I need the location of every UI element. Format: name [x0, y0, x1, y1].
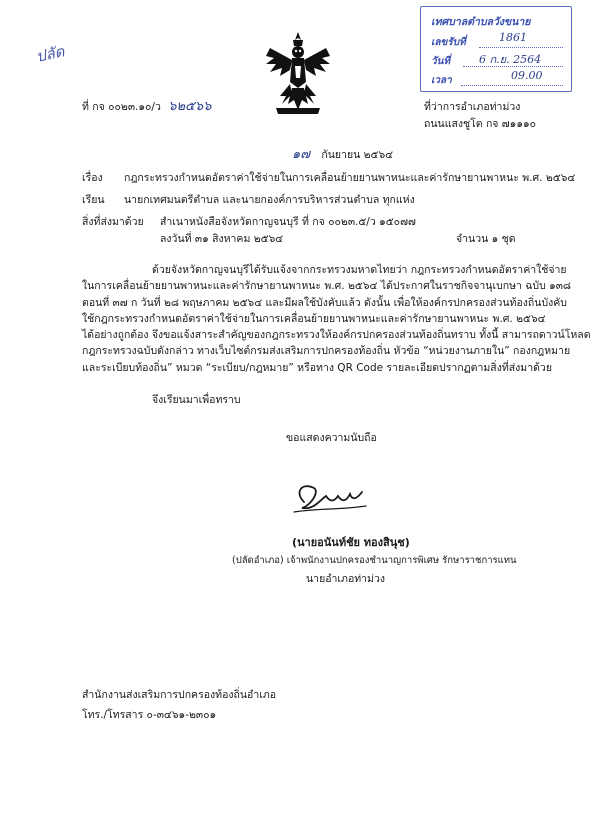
garuda-emblem-icon — [262, 30, 334, 116]
margin-note: ปลัด — [34, 42, 67, 66]
stamp-row-label: เวลา — [431, 75, 452, 86]
date-day-handwritten: ๑๗ — [292, 147, 311, 162]
receipt-stamp — [420, 6, 572, 92]
body-line: ตอนที่ ๓๗ ก วันที่ ๒๘ พฤษภาคม ๒๕๖๔ และมีผลใช้บังคับแล้ว ดังนั้น เพื่อให้องค์กรปกครองส่วนท้องถิ่นบังคับ — [82, 296, 567, 309]
body-line: ด้วยจังหวัดกาญจนบุรีได้รับแจ้งจากกระทรวงมหาดไทยว่า กฎกระทรวงกำหนดอัตราค่าใช้จ่าย — [152, 264, 567, 276]
sender-line-2: ถนนแสงชูโต กจ ๗๑๑๑๐ — [424, 118, 537, 130]
stamp-line — [479, 47, 563, 48]
closing: ขอแสดงความนับถือ — [286, 432, 377, 444]
recipient-text: นายกเทศมนตรีตำบล และนายกองค์การบริหารส่วนตำบล ทุกแห่ง — [124, 194, 415, 206]
doc-number-prefix: ที่ กจ ๐๐๒๓.๑๐/ว — [82, 101, 161, 113]
recipient-label: เรียน — [82, 194, 105, 206]
sender-line-1: ที่ว่าการอำเภอท่าม่วง — [424, 101, 521, 113]
subject-label: เรื่อง — [82, 172, 103, 184]
body-line: กฎกระทรวงฉบับดังกล่าว ทางเว็บไซต์กรมส่งเสริมการปกครองท้องถิ่น หัวข้อ “หน่วยงานภายใน” กองกฎหมาย — [82, 345, 571, 358]
attachment-line-1: สำเนาหนังสือจังหวัดกาญจนบุรี ที่ กจ ๐๐๒๓.๕/ว ๑๕๐๗๗ — [160, 216, 416, 228]
doc-number-handwritten: ๖๒๕๖๖ — [168, 99, 212, 114]
stamp-date: 6 ก.ย. 2564 — [479, 53, 542, 66]
signature-title-2: นายอำเภอท่าม่วง — [306, 573, 386, 585]
body-line: ได้อย่างถูกต้อง จึงขอแจ้งสาระสำคัญของกฎกระทรวงให้องค์กรปกครองส่วนท้องถิ่นทราบ ทั้งนี้ สามารถดาวน์โหลด — [82, 329, 591, 342]
attachment-label: สิ่งที่ส่งมาด้วย — [82, 216, 144, 228]
body-line: และระเบียบท้องถิ่น” หมวด “ระเบียบ/กฎหมาย” หรือทาง QR Code รายละเอียดปรากฏตามสิ่งที่ส่งมาด้วย — [82, 361, 552, 374]
doc-number — [82, 100, 211, 114]
stamp-line — [461, 85, 563, 86]
footer-phone: โทร./โทรสาร ๐-๓๔๖๑-๒๓๐๑ — [82, 709, 217, 721]
letter-date — [292, 148, 393, 162]
attachment-count: จำนวน ๑ ชุด — [456, 233, 516, 245]
footer-office: สำนักงานส่งเสริมการปกครองท้องถิ่นอำเภอ — [82, 689, 277, 701]
signature-scribble — [290, 478, 370, 518]
stamp-time: 09.00 — [511, 69, 543, 82]
date-month-year: กันยายน ๒๕๖๔ — [321, 149, 394, 161]
signature-name: (นายอนันท์ชัย ทองสินุช) — [292, 536, 410, 549]
body-line: ในการเคลื่อนย้ายยานพาหนะและค่ารักษายานพาหนะ พ.ศ. ๒๕๖๔ ได้ประกาศในราชกิจจานุเบกษา ฉบับ ๑๓๘ — [82, 280, 572, 293]
attachment-line-2: ลงวันที่ ๓๑ สิงหาคม ๒๕๖๔ — [160, 233, 284, 245]
signature-title-1: (ปลัดอำเภอ) เจ้าพนักงานปกครองชำนาญการพิเศษ รักษาราชการแทน — [232, 555, 517, 566]
stamp-row-label: เลขรับที่ — [431, 37, 466, 48]
body-paragraph — [82, 262, 591, 376]
body-line: ใช้กฎกระทรวงกำหนดอัตราค่าใช้จ่ายในการเคลื่อนย้ายยานพาหนะและค่ารักษายานพาหนะ พ.ศ. ๒๕๖๔ — [82, 312, 546, 325]
stamp-org: เทศบาลตำบลวังขนาย — [431, 16, 531, 28]
stamp-receipt-number: 1861 — [499, 31, 527, 44]
subject-text: กฎกระทรวงกำหนดอัตราค่าใช้จ่ายในการเคลื่อนย้ายยานพาหนะและค่ารักษายานพาหนะ พ.ศ. ๒๕๖๔ — [124, 172, 576, 184]
closing-request: จึงเรียนมาเพื่อทราบ — [152, 394, 241, 406]
stamp-row-label: วันที่ — [431, 56, 451, 67]
